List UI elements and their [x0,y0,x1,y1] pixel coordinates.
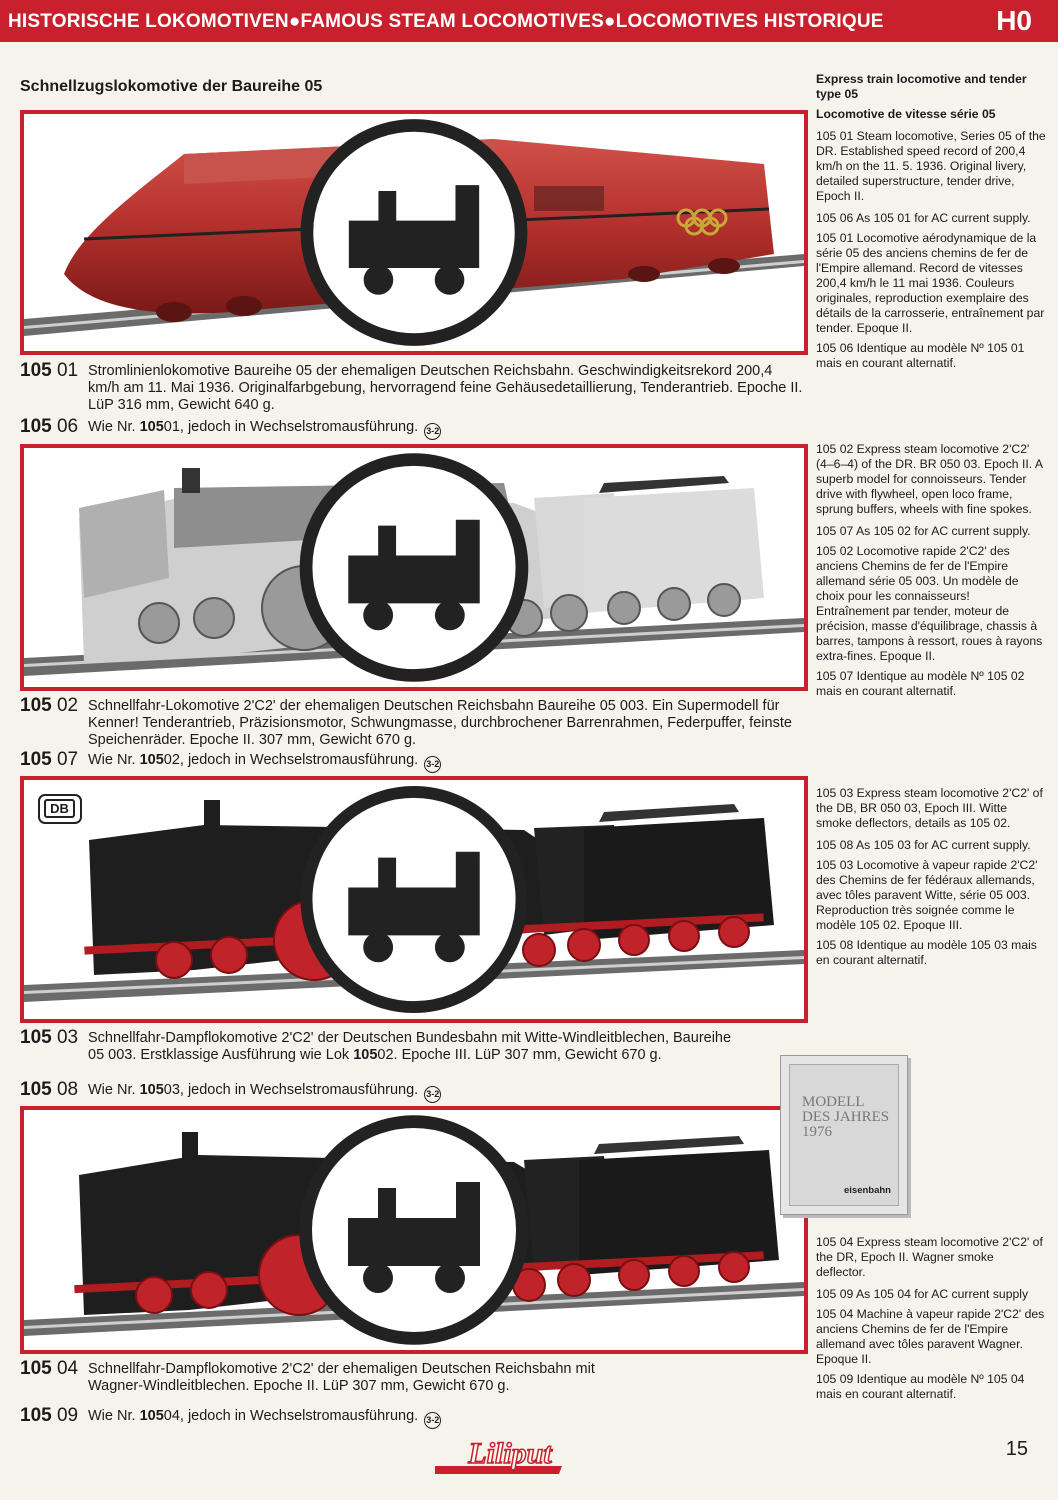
product-row-10503 [20,1028,800,1080]
ac-variant-description: Wie Nr. 10502, jedoch in Wechselstromausführung. 3-2 [88,752,803,773]
photo-db-loco-black [20,776,808,1023]
product-row-10506 [20,417,800,439]
side-text-fr: 105 04 Machine à vapeur rapide 2'C2' des anciens Chemins de fer de l'Empire allemand avec tôles paravent Wagner. Epoque II. [816,1307,1045,1366]
side-text-en: 105 04 Express steam locomotive 2'C2' of the DR, Epoch II. Wagner smoke deflector. [816,1235,1043,1279]
product-row-10507 [20,750,800,772]
side-heading-fr: Locomotive de vitesse série 05 [816,107,996,121]
side-text-fr: 105 01 Locomotive aérodynamique de la série 05 des anciens chemins de fer de l'Empire allemand. Record de vitesses 200,4 km/h le 11 mai 1936. Couleurs originales, reproduction exemplaire des détails de la carrosserie, entraînement par tender. Epoque II. [816,231,1045,335]
liliput-logo [435,1430,585,1478]
db-logo-icon: DB [38,794,82,824]
side-text-fr-ac: 105 09 Identique au modèle Nº 105 04 mais en courant alternatif. [816,1372,1025,1401]
ac-variant-description: Wie Nr. 10503, jedoch in Wechselstromausführung. 3-2 [88,1082,803,1103]
product-row-10509 [20,1406,800,1428]
svg-text:Liliput: Liliput [468,1437,552,1470]
photo-dr-loco-wagner [20,1106,808,1354]
side-text-en: 105 02 Express steam locomotive 2'C2' (4–6–4) of the DR. BR 050 03. Epoch II. A superb model for connoisseurs. Tender drive with flywheel, open loco frame, sprung buffers, wheels with fine spokes. [816,442,1043,516]
side-block-1 [816,72,1046,376]
side-text-fr: 105 02 Locomotive rapide 2'C2' des anciens Chemins de fer de l'Empire allemand série 05 003. Un modèle de choix pour les connaisseurs! Entraînement par tender, moteur de précision, masse d'équilibrage, chassis à barres, tampons à ressort, roues à rayons extra-fines. Epoque II. [816,544,1043,663]
header-title: HISTORISCHE LOKOMOTIVEN●FAMOUS STEAM LOCOMOTIVES●LOCOMOTIVES HISTORIQUE [8,11,884,32]
side-text-ac: 105 06 As 105 01 for AC current supply. [816,211,1031,225]
ac-current-icon: 3-2 [424,1412,441,1429]
scale-badge: H0 [996,5,1032,36]
award-title: MODELL DES JAHRES 1976 [802,1094,890,1140]
product-row-10508 [20,1080,800,1102]
side-text-ac: 105 09 As 105 04 for AC current supply [816,1287,1029,1301]
steam-loco-icon [24,780,804,1019]
side-block-3 [816,786,1046,973]
side-text-ac: 105 07 As 105 02 for AC current supply. [816,524,1031,538]
product-description: Schnellfahr-Dampflokomotive 2'C2' der Deutschen Bundesbahn mit Witte-Windleitblechen, Baureihe 05 003. Erstklassige Ausführung wie Lok 10502. Epoche III. LüP 307 mm, Gewicht 670 g. [88,1030,732,1063]
product-description: Schnellfahr-Lokomotive 2'C2' der ehemaligen Deutschen Reichsbahn Baureihe 05 003. Ein Supermodell für Kenner! Tenderantrieb, Präzisionsmotor, Schwungmasse, durchbrochener Barrenrahmen, Federpuffer, feinste Speichenräder. Epoche II. 307 mm, Gewicht 670 g. [88,698,792,748]
photo-streamline-loco [20,110,808,355]
product-number: 105 07 [20,749,79,770]
product-number: 105 02 [20,695,79,716]
page-number: 15 [1005,1438,1028,1460]
side-heading-en: Express train locomotive and tender type 05 [816,72,1027,101]
award-subtitle: eisenbahn [844,1185,891,1196]
side-text-en: 105 01 Steam locomotive, Series 05 of the DR. Established speed record of 200,4 km/h on the 11. 5. 1936. Original livery, detailed superstructure, tender drive, Epoch II. [816,129,1046,203]
ac-current-icon: 3-2 [424,1086,441,1103]
steam-loco-icon [24,448,804,687]
ac-current-icon: 3-2 [424,756,441,773]
side-block-4 [816,1235,1046,1407]
side-text-fr-ac: 105 08 Identique au modèle 105 03 mais en courant alternatif. [816,938,1037,967]
page-header [0,0,1058,42]
product-number: 105 06 [20,416,79,437]
product-number: 105 09 [20,1405,79,1426]
side-text-ac: 105 08 As 105 03 for AC current supply. [816,838,1031,852]
ac-variant-description: Wie Nr. 10501, jedoch in Wechselstromausführung. 3-2 [88,419,803,440]
side-text-fr-ac: 105 06 Identique au modèle Nº 105 01 mais en courant alternatif. [816,341,1025,370]
ac-variant-description: Wie Nr. 10504, jedoch in Wechselstromausführung. 3-2 [88,1408,803,1429]
product-number: 105 04 [20,1358,79,1379]
product-row-10501 [20,360,803,417]
photo-dr-loco-grey [20,444,808,691]
product-description: Stromlinienlokomotive Baureihe 05 der ehemaligen Deutschen Reichsbahn. Geschwindigkeitsrekord 200,4 km/h am 11. Mai 1936. Originalfarbgebung, hervorragend feine Gehäusedetaillierung, Tenderantrieb. Epoche II. LüP 316 mm, Gewicht 640 g. [88,363,803,413]
product-number: 105 03 [20,1027,79,1048]
steam-loco-icon [24,1110,804,1350]
product-description: Schnellfahr-Dampflokomotive 2'C2' der ehemaligen Deutschen Reichsbahn mit Wagner-Windleitblechen. Epoche II. LüP 307 mm, Gewicht 670 g. [88,1361,595,1394]
section-title: Schnellzugslokomotive der Baureihe 05 [20,78,323,95]
product-number: 105 08 [20,1079,79,1100]
product-number: 105 01 [20,360,79,381]
award-book-image [780,1055,908,1215]
side-text-fr-ac: 105 07 Identique au modèle Nº 105 02 mais en courant alternatif. [816,669,1025,698]
ac-current-icon: 3-2 [424,423,441,440]
product-row-10504 [20,1359,800,1399]
steam-loco-icon [24,114,804,351]
side-text-en: 105 03 Express steam locomotive 2'C2' of the DB, BR 050 03, Epoch III. Witte smoke deflectors, details as 105 02. [816,786,1043,830]
product-row-10502 [20,696,800,748]
side-block-2 [816,442,1046,704]
award-cover [789,1064,899,1206]
side-text-fr: 105 03 Locomotive à vapeur rapide 2'C2' des Chemins de fer fédéraux allemands, avec tôles paravent Witte, série 05 003. Reproduction très soignée comme le modèle 105 02. Epoque III. [816,858,1038,932]
